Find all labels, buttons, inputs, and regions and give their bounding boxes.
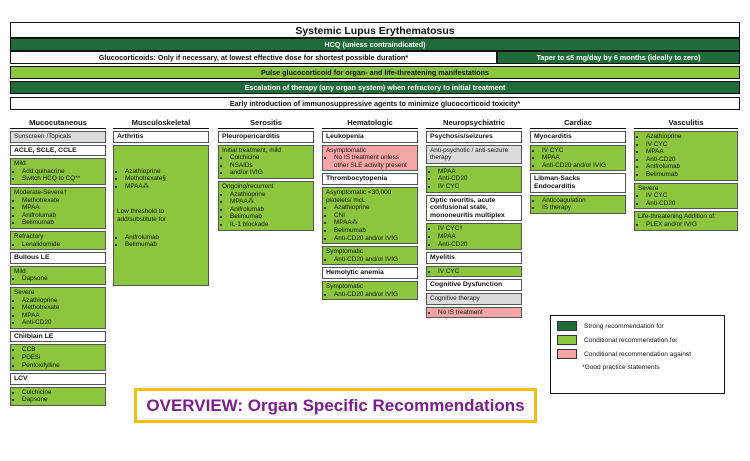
myocarditis-heading: Myocarditis — [530, 131, 626, 143]
list-item: • IV CYC — [438, 268, 518, 276]
chilblain-heading: Chilblain LE — [10, 331, 106, 343]
mild-box — [10, 158, 106, 185]
column-header: Cardiac — [530, 117, 626, 129]
list-item: • Anifrolumab — [230, 206, 310, 214]
column-serositis — [218, 117, 314, 233]
hemolytic-anemia-heading: Hemolytic anemia — [322, 267, 418, 279]
list-item: • Methotrexate§ — [125, 175, 205, 183]
arthritis-box — [113, 145, 209, 286]
list-item: • PLEX and/or IVIG — [646, 221, 734, 229]
box-label: Mild — [14, 267, 26, 275]
optic-neuritis-box — [426, 223, 522, 250]
legend-against — [557, 349, 718, 359]
column-musculoskeletal — [113, 117, 209, 288]
list-item: • PDE5i — [22, 354, 102, 362]
list-item: • MPAA — [438, 168, 518, 176]
thrombocytopenia-heading: Thrombocytopenia — [322, 173, 418, 185]
legend-label: *Good practice statements — [582, 364, 660, 371]
box-label: Life-threatening Addition of: — [638, 213, 716, 221]
optic-neuritis-heading: Optic neuritis, acute confusional state, mononeuritis multiplex — [426, 195, 522, 222]
list-item: • No IS treatment unless other SLE activity present — [334, 154, 414, 169]
box-label: Asymptomatic <30,000 platelets/ mcL — [326, 188, 392, 204]
list-item: • Colchicine — [22, 389, 102, 397]
cognitive-therapy-box: Cognitive therapy — [426, 293, 522, 305]
lcv-heading: LCV — [10, 373, 106, 385]
list-item: • IV CYC† — [438, 225, 518, 233]
cognitive-no-is-box — [426, 307, 522, 319]
list-item: • No IS treatment — [438, 309, 518, 317]
chilblain-box — [10, 344, 106, 371]
list-item: • Anti-CD20 and/or IVIG — [334, 256, 414, 264]
list-item: • Add quinacrine — [22, 168, 102, 176]
list-item: • Anti-CD20 and/or IVIG — [334, 291, 414, 299]
box-label: Mild — [14, 160, 26, 168]
list-item: • MPAA⁂ — [125, 183, 205, 191]
list-item: • IV CYC — [438, 183, 518, 191]
initial-treatment-box — [218, 145, 314, 179]
list-item: • Anifrolumab — [125, 234, 205, 242]
list-item: • Dapsone — [22, 396, 102, 404]
legend-good-practice — [557, 363, 718, 372]
legend-conditional — [557, 335, 718, 345]
list-item: • Azathioprine — [230, 191, 310, 199]
list-item: • MPAA — [542, 154, 622, 162]
list-item: • Anti-CD20 — [438, 175, 518, 183]
vasculitis-severe-box — [634, 183, 738, 210]
list-item: • Anti-CD20 and/or IVIG — [542, 162, 622, 170]
column-header: Mucocutaneous — [10, 117, 106, 129]
thrombocytopenia-symptomatic-box — [322, 246, 418, 265]
myelitis-box — [426, 266, 522, 278]
list-item: • CCB — [22, 346, 102, 354]
bullous-severe-box — [10, 287, 106, 329]
moderate-severe-box — [10, 187, 106, 229]
list-item: • Belimumab — [230, 213, 310, 221]
psychosis-heading: Psychosis/seizures — [426, 131, 522, 143]
list-item: • Lenalidomide — [22, 241, 102, 249]
column-vasculitis — [634, 117, 738, 233]
list-item: • CNI — [334, 212, 414, 220]
list-item: • Azathioprine — [125, 168, 205, 176]
list-item: • IS therapy — [542, 204, 622, 212]
hemolytic-symptomatic-box — [322, 281, 418, 300]
column-header: Musculoskeletal — [113, 117, 209, 129]
acle-heading: ACLE, SCLE, CCLE — [10, 145, 106, 157]
leukopenia-asymptomatic-box — [322, 145, 418, 172]
legend-strong — [557, 321, 718, 331]
legend — [550, 315, 725, 394]
libman-sacks-heading: Libman-Sacks Endocarditis — [530, 173, 626, 192]
column-header: Vasculitis — [634, 117, 738, 129]
legend-swatch — [557, 335, 577, 345]
list-item: • Anifrolumab — [646, 163, 734, 171]
list-item: • Belimumab — [334, 227, 414, 235]
list-item: • Switch HCQ to CQ** — [22, 175, 102, 183]
list-item: • Anti-CD20 — [646, 200, 734, 208]
column-mucocutaneous — [10, 117, 106, 408]
glucocorticoid-banner: Glucocorticoids: Only if necessary, at lowest effective dose for shortest possible duration* — [10, 51, 497, 64]
box-label: Symptomatic — [326, 248, 363, 256]
list-item: • MPAA⁂ — [334, 219, 414, 227]
list-item: • Belimumab — [646, 171, 734, 179]
list-item: • Belimumab — [125, 241, 205, 249]
lcv-box — [10, 387, 106, 406]
list-item: • Azathioprine — [22, 297, 102, 305]
column-header: Serositis — [218, 117, 314, 129]
box-label: Initial treatment, mild — [222, 146, 281, 154]
box-label: Severe — [638, 184, 659, 192]
column-neuropsychiatric — [426, 117, 522, 320]
box-label: Refractory — [14, 232, 44, 240]
list-item: • Anifrolumab — [22, 212, 102, 220]
thrombocytopenia-asymptomatic-box — [322, 187, 418, 244]
bullous-heading: Bullous LE — [10, 252, 106, 264]
vasculitis-life-threatening-box — [634, 211, 738, 230]
refractory-box — [10, 231, 106, 250]
list-item: • and/or IVIG — [230, 169, 310, 177]
list-item: • Anti-CD20 — [22, 319, 102, 327]
box-label: Severe — [14, 288, 35, 296]
list-item: • Methotrexate — [22, 304, 102, 312]
arthritis-heading: Arthritis — [113, 131, 209, 143]
list-item: • Anti-CD20 — [646, 156, 734, 164]
low-threshold-text: Low threshold to add/substitute for — [117, 208, 167, 223]
list-item: • Azathioprine — [334, 204, 414, 212]
list-item: • Methotrexate — [22, 197, 102, 205]
list-item: • Colchicine — [230, 154, 310, 162]
bullous-mild-box — [10, 266, 106, 285]
box-label: Moderate-Severe† — [14, 188, 67, 196]
cognitive-heading: Cognitive Dysfunction — [426, 279, 522, 291]
anti-psychotic-box: Anti-psychotic / anti-seizure therapy — [426, 145, 522, 164]
list-item: • Anti-CD20 — [438, 241, 518, 249]
hcq-banner: HCQ (unless contraindicated) — [10, 38, 740, 51]
list-item: • Belimumab — [22, 219, 102, 227]
legend-label: Strong recommendation for — [584, 322, 664, 330]
column-hematologic — [322, 117, 418, 302]
list-item: • IL-1 blockade — [230, 221, 310, 229]
sunscreen-box: Sunscreen /Topicals — [10, 131, 106, 143]
box-label: Ongoing/recurrent — [222, 182, 274, 190]
box-label: Asymptomatic — [326, 146, 367, 154]
myelitis-heading: Myelitis — [426, 252, 522, 264]
column-header: Neuropsychiatric — [426, 117, 522, 129]
immunosuppressive-banner: Early introduction of immunosuppressive agents to minimize glucocorticoid toxicity* — [10, 97, 740, 110]
list-item: • MPAA⁂ — [230, 198, 310, 206]
legend-label: Conditional recommendation against — [584, 350, 692, 358]
list-item: • IV CYC — [646, 141, 734, 149]
list-item: • Anti-CD20 and/or IVIG — [334, 235, 414, 243]
overview-banner: OVERVIEW: Organ Specific Recommendations — [134, 388, 537, 423]
legend-swatch — [557, 321, 577, 331]
myocarditis-box — [530, 145, 626, 172]
list-item: • MPAA — [646, 148, 734, 156]
legend-label: Conditional recommendation for — [584, 336, 678, 344]
list-item: • Anticoagulation — [542, 197, 622, 205]
pulse-banner: Pulse glucocorticoid for organ- and life-threatening manifestations — [10, 66, 740, 79]
ongoing-recurrent-box — [218, 181, 314, 231]
box-label: Symptomatic — [326, 282, 363, 290]
list-item: • MPAA — [22, 204, 102, 212]
list-item: • Dapsone — [22, 275, 102, 283]
pleuropericarditis-heading: Pleuropericarditis — [218, 131, 314, 143]
escalation-banner: Escalation of therapy (any organ system) when refractory to initial treatment — [10, 81, 740, 94]
page-title: Systemic Lupus Erythematosus — [10, 22, 740, 38]
column-cardiac — [530, 117, 626, 216]
libman-sacks-box — [530, 195, 626, 214]
leukopenia-heading: Leukopenia — [322, 131, 418, 143]
legend-swatch — [557, 349, 577, 359]
column-header: Hematologic — [322, 117, 418, 129]
vasculitis-box — [634, 131, 738, 181]
list-item: • Pentoxifylline — [22, 362, 102, 370]
list-item: • IV CYC — [646, 192, 734, 200]
psychosis-treatment-box — [426, 166, 522, 193]
taper-banner: Taper to ≤5 mg/day by 6 months (ideally to zero) — [497, 51, 740, 64]
list-item: • MPAA — [22, 312, 102, 320]
list-item: • Azathioprine — [646, 133, 734, 141]
list-item: • MPAA — [438, 233, 518, 241]
list-item: • IV CYC — [542, 147, 622, 155]
list-item: • NSAIDs — [230, 162, 310, 170]
